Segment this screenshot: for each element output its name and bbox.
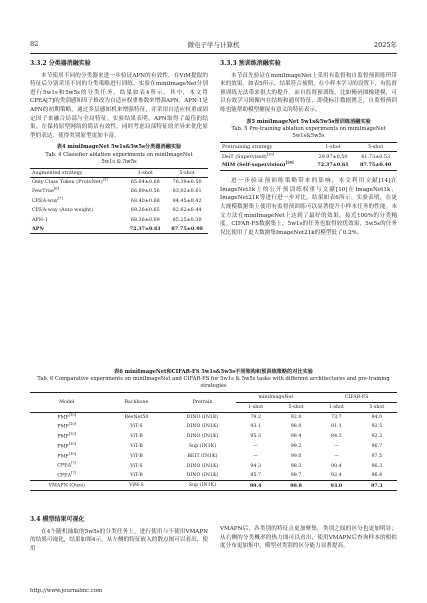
table-5-strategy-cell — [220, 152, 312, 161]
table-6-mini-1shot-cell: 93.1 — [250, 424, 262, 430]
table-5-caption-en: Tab. 5 Pre-training ablation experiments on miniImageNet — [231, 125, 386, 132]
table-5-5shot-cell: 87.75±0.40 — [359, 162, 392, 169]
table-5-strategy-cell-text: DeiT (Supervised) — [222, 153, 267, 160]
table-5-caption-en-2: 5w1s&5w5s — [292, 132, 325, 139]
table-6-row — [30, 432, 397, 442]
table-6-row — [30, 471, 397, 481]
table-6-model-cell-text: VMAPN (Ours) — [48, 483, 85, 489]
table-4-strategy-cell-citation: [6] — [53, 186, 59, 191]
page-number: 82 — [30, 40, 39, 48]
table-6-pretrain-cell: BEIT (IN1K) — [187, 453, 218, 459]
table-6-backbone-cell: ViT-B — [130, 434, 143, 440]
table-6-subheader-cell: 5-shot — [288, 404, 304, 410]
table-6-header-cifar-fs: CIFAR-FS — [316, 393, 397, 403]
table-6-model-cell — [30, 481, 103, 491]
table-4-1shot-cell: 72.37±0.61 — [129, 225, 161, 232]
table-4-5shot-cell: 85.25±0.39 — [172, 216, 202, 223]
table-6-mini-5shot-cell: 98.0 — [290, 424, 302, 430]
table-4-grid — [30, 168, 208, 235]
table-5-row — [220, 161, 397, 170]
table-4-header-cell: Augmented strategy — [32, 169, 83, 176]
table-6-backbone-cell: ResNet50 — [124, 414, 149, 420]
table-4-row — [30, 187, 208, 196]
table-6-mini-1shot-cell: — — [253, 453, 259, 459]
table-6-model-cell-text: PMF — [57, 415, 69, 421]
table-5-strategy-cell-citation: [30] — [266, 151, 275, 156]
table-6-body — [30, 412, 397, 490]
table-4-1shot-cell: 66.89±0.56 — [130, 188, 160, 195]
section-3-4-title: 3.4 模型结果可视化 — [30, 516, 85, 523]
table-6-row — [30, 442, 397, 452]
table-6-mini-1shot-cell: 99.4 — [249, 482, 262, 489]
table-4-strategy-cell-text: CPEA-way (Auto weight) — [32, 207, 94, 214]
running-header — [30, 40, 397, 52]
table-6-model-cell-text: PMF — [57, 454, 69, 460]
table-6-backbone-cell: ViT-B — [130, 453, 143, 459]
header-rule — [30, 53, 397, 54]
table-6-cifar-5shot-cell: 92.2 — [371, 434, 383, 440]
table-5-header-cell: 5-shot — [367, 143, 384, 150]
table-4-5shot-cell: 76.39±0.50 — [172, 179, 202, 186]
table-6-mini-1shot-cell: 95.7 — [250, 473, 262, 479]
table-6-cifar-5shot-cell: 92.5 — [371, 424, 383, 430]
table-5-strategy-cell — [220, 161, 312, 170]
table-6-header-pretrain: Pretrain — [192, 400, 213, 405]
table-4-1shot-cell: 68.40±0.68 — [130, 197, 160, 204]
table-4-strategy-cell-citation: [5] — [102, 177, 108, 182]
table-4-strategy-cell — [30, 178, 124, 187]
table-6-row — [30, 412, 397, 422]
table-6-mini-5shot-cell: 99.0 — [290, 453, 302, 459]
table-5-1shot-cell: 29.97±0.50 — [318, 153, 348, 160]
table-4-header-cell: 1-shot — [137, 169, 153, 176]
table-5-caption-cn: 表5 miniImageNet 5w1s&5w5s预训练消融实验 — [246, 118, 371, 125]
table-6-model-cell — [30, 442, 103, 452]
table-6-cifar-5shot-cell: 96.7 — [371, 444, 383, 450]
section-3-3-2-paragraph: 本节使用不同的分类器来进一步验证APN的有效性，在ViM提取的特征后分别采用不同的分类策略进行训练。实验在miniImageNet分别进行5w1s和5w5s的分类任务，结果如表4所示。其中，本文将CPEA[7]的类别感知因子修改为自适应权重参数来增强APN。APN-1是APN的初期策略，通过多层感知机来增强特征，并采用自适应权重或固定因子来融合局部与全局特征。实验结果表明，APN取得了最佳的结果。在保持原型网络的简洁有效性，同时考虑局部特征的差异来优化原型的表达，使得类别原型更加丰富。 — [30, 72, 208, 139]
table-4-header-cell: 5-shot — [179, 169, 195, 176]
table-6-model-cell-citation: [7] — [71, 461, 77, 466]
table-6-row — [30, 461, 397, 471]
table-6-model-cell-citation: [7] — [71, 470, 77, 475]
table-4-caption-en-2: 5w1s & 5w5s — [101, 158, 137, 165]
table-6-grid — [30, 392, 397, 491]
table-4-strategy-cell-text: FewTrue — [32, 188, 54, 195]
table-6-mini-1shot-cell: 94.3 — [250, 463, 262, 469]
table-6-cifar-1shot-cell: 73.7 — [331, 414, 342, 420]
table-6-model-cell — [30, 432, 103, 442]
table-6-cifar-1shot-cell: 81.1 — [331, 424, 342, 430]
table-5-5shot-cell: 41.73±0.53 — [361, 153, 391, 160]
table-6-model-cell-text: CPEA — [57, 473, 72, 479]
table-6-subheader-cell: 1-shot — [328, 404, 344, 410]
table-5-header-cell: 1-shot — [325, 143, 341, 150]
table-4-row — [30, 196, 208, 205]
table-6-model-cell-text: PMF — [57, 424, 69, 430]
table-6-cifar-5shot-cell: 84.0 — [371, 414, 383, 420]
table-4-strategy-cell — [30, 206, 124, 215]
table-4-1shot-cell: 68.36±0.69 — [130, 216, 160, 223]
table-6-row — [30, 422, 397, 432]
table-6-cifar-1shot-cell: — — [334, 444, 339, 450]
section-3-3-3-title: 3.3.3 预训练消融实验 — [220, 60, 281, 67]
table-6-mini-1shot-cell: 95.3 — [250, 434, 262, 440]
journal-name: 微电子学与计算机 — [187, 41, 240, 49]
table-6-cifar-5shot-cell: 97.3 — [370, 482, 383, 489]
table-4-strategy-cell — [30, 225, 124, 234]
table-4-5shot-cell: 83.02±0.61 — [172, 188, 202, 195]
table-4-row — [30, 225, 208, 234]
table-6-row — [30, 451, 397, 461]
table-6-header-backbone: Backbone — [124, 400, 149, 405]
table-6 — [30, 369, 397, 491]
table-6-pretrain-cell: Sup (IN1K) — [188, 483, 217, 489]
table-6-pretrain-cell: DINO (IN1K) — [186, 434, 219, 440]
table-4-strategy-cell — [30, 187, 124, 196]
table-4-strategy-cell-citation: [7] — [57, 196, 63, 201]
table-4 — [30, 144, 208, 234]
table-5-strategy-cell-citation: [20] — [285, 160, 294, 165]
left-column — [30, 60, 208, 234]
table-6-model-cell-citation: [10] — [68, 441, 77, 446]
table-6-mini-5shot-cell: 98.4 — [290, 434, 302, 440]
table-6-pretrain-cell: Sup (IN1K) — [188, 444, 217, 450]
table-4-caption-cn: 表4 miniImageNet 5w1s&5w5s分类器消融实验 — [56, 144, 182, 151]
table-6-mini-1shot-cell: 79.2 — [250, 414, 262, 420]
table-4-strategy-cell-text: CPEA-way — [32, 197, 58, 204]
table-6-cifar-5shot-cell: 97.5 — [371, 453, 383, 459]
table-6-model-cell — [30, 451, 103, 461]
table-6-cifar-5shot-cell: 96.4 — [371, 473, 383, 479]
table-6-model-cell — [30, 471, 103, 481]
table-4-5shot-cell: 82.62±0.44 — [172, 207, 202, 214]
publication-year: 2025年 — [373, 41, 397, 49]
table-6-cifar-1shot-cell: 84.3 — [331, 434, 342, 440]
bottom-left-column — [30, 516, 208, 553]
section-3-3-3-paragraph-2: 进一步验证预训练策略带来的影响，本文利用文献[14]在ImageNet1k上的公开预训练权重与文献[10]在ImageNet1k、ImageNet21K等进行进一步对比，结果如表6所示。实验表明，在更大规模数据集上使用有监督预训练可以显著提升小样本任务的性能。本文方法在miniImageNet上达到了最好的效果，接近100%的分类精度。CIFAR-FS数据集上，5w1s的任务也取得较优效果，5w5s的任务仅比使用了更大数据集ImageNet21k的模型低了0.2%。 — [220, 178, 397, 236]
table-4-row — [30, 178, 208, 187]
table-6-caption-en-2: strategies — [200, 383, 227, 390]
table-6-row — [30, 481, 397, 491]
table-6-backbone-cell: ViT-B — [130, 444, 143, 450]
table-6-model-cell-citation: [10] — [68, 431, 77, 436]
table-4-5shot-cell: 87.75±0.40 — [171, 225, 203, 232]
table-5-grid — [220, 142, 397, 171]
table-5 — [220, 119, 397, 172]
section-3-4-paragraph-cont: VMAPN后，各类别的特征点更加聚集，类别之间的区分也更加明显；从右侧的分类概率的热力图可以看出，使用VMAPN后查询样本的相似度分布更加集中，模型对类别的区分能力显著提高。 — [220, 526, 397, 550]
table-4-row — [30, 206, 208, 215]
table-5-header-cell: Pretraining strategy — [222, 143, 273, 150]
table-6-subheader-cell: 5-shot — [369, 404, 385, 410]
table-6-caption-en: Tab. 6 Comparative experiments on miniImageNet and CIFAR-FS for 5w1s & 5w5s tasks with different architectures and pre-training — [37, 376, 390, 383]
table-4-strategy-cell — [30, 196, 124, 205]
table-4-strategy-cell-text: APN-1 — [32, 216, 48, 223]
table-4-body — [30, 178, 208, 234]
table-4-row — [30, 215, 208, 224]
table-6-model-cell — [30, 461, 103, 471]
table-6-model-cell-text: CPEA — [57, 463, 72, 469]
bottom-right-column — [220, 525, 397, 551]
table-4-1shot-cell: 69.26±0.65 — [130, 207, 160, 214]
footer-url: http://www.journalmc.com — [30, 588, 103, 594]
table-4-strategy-cell — [30, 215, 124, 224]
table-6-model-cell — [30, 412, 103, 422]
table-5-row — [220, 152, 397, 161]
table-6-model-cell — [30, 422, 103, 432]
section-3-4-paragraph: 在4个随机抽取的5w5s的分类任务上，进行使用与不使用VMAPN的结果可视化，结果如图4示。从左侧的特征嵌入的散点图可以看出，使用 — [30, 528, 208, 552]
section-3-3-2-title: 3.3.2 分类器消融实验 — [30, 60, 91, 67]
table-6-mini-5shot-cell: 98.3 — [290, 463, 302, 469]
table-6-mini-5shot-cell: 98.7 — [290, 473, 302, 479]
table-6-mini-5shot-cell: 99.2 — [290, 444, 302, 450]
table-4-1shot-cell: 65.64±0.68 — [130, 179, 160, 186]
table-6-cifar-1shot-cell: 93.0 — [330, 482, 343, 489]
table-4-caption-en: Tab. 4 Classifier ablation experiments on miniImageNet — [45, 151, 193, 158]
table-6-header-model: Model — [59, 400, 75, 405]
table-6-pretrain-cell: DINO (IN1K) — [186, 414, 219, 420]
table-6-pretrain-cell: DINO (IN1K) — [186, 424, 219, 430]
right-column — [220, 60, 397, 237]
table-6-backbone-cell: ViT-B — [130, 473, 143, 479]
table-6-header-miniimagenet: miniImageNet — [236, 393, 317, 403]
table-6-pretrain-cell: DINO (IN1K) — [186, 463, 219, 469]
table-6-model-cell-text: PMF — [57, 444, 69, 450]
table-5-strategy-cell-text: MIM (Self-supervision) — [222, 162, 286, 169]
table-6-model-cell-citation: [10] — [68, 451, 77, 456]
table-6-backbone-cell: ViT-S — [130, 463, 143, 469]
table-6-cifar-1shot-cell: 92.4 — [331, 473, 342, 479]
table-5-1shot-cell: 72.37±0.61 — [317, 162, 349, 169]
table-6-pretrain-cell: DINO (IN1K) — [186, 473, 219, 479]
section-3-3-3-paragraph-1: 本节首先验证在miniImageNet上采用有监督和自监督预训练所带来的效果，如表5所示。结果符合预期，在小样本学习的设置下，有监督预训练无法带来很大的提升。而自监督预训练，比如掩码图像建模，可以有效学习图像内在结构和通用特征，即使标注数据匮乏，自监督预训练也能帮助模型捕捉有意义的特征表示。 — [220, 72, 397, 113]
table-6-cifar-1shot-cell: — — [334, 453, 339, 459]
table-6-cifar-5shot-cell: 96.3 — [371, 463, 383, 469]
table-5-body — [220, 152, 397, 171]
table-6-mini-5shot-cell: 92.0 — [290, 414, 302, 420]
table-6-model-cell-text: PMF — [57, 434, 69, 440]
table-4-strategy-cell-text: APN — [32, 225, 44, 232]
table-6-mini-1shot-cell: — — [253, 444, 259, 450]
table-6-backbone-cell: ViT-S — [130, 424, 143, 430]
table-6-model-cell-citation: [10] — [68, 412, 77, 417]
table-4-strategy-cell-text: Only Class Token (ProtoNet) — [32, 179, 103, 186]
table-6-subheader-cell: 1-shot — [248, 404, 264, 410]
table-4-5shot-cell: 84.45±0.42 — [172, 197, 202, 204]
table-6-backbone-cell: ViM-S — [129, 483, 144, 489]
table-6-model-cell-citation: [10] — [68, 422, 77, 427]
table-6-cifar-1shot-cell: 90.4 — [331, 463, 342, 469]
table-6-caption-cn: 表6 miniImageNet和CIFAR-FS 5w1s&5w5s不同架构和预训练策略的对比实验 — [114, 369, 313, 375]
table-6-mini-5shot-cell: 99.8 — [290, 482, 302, 489]
